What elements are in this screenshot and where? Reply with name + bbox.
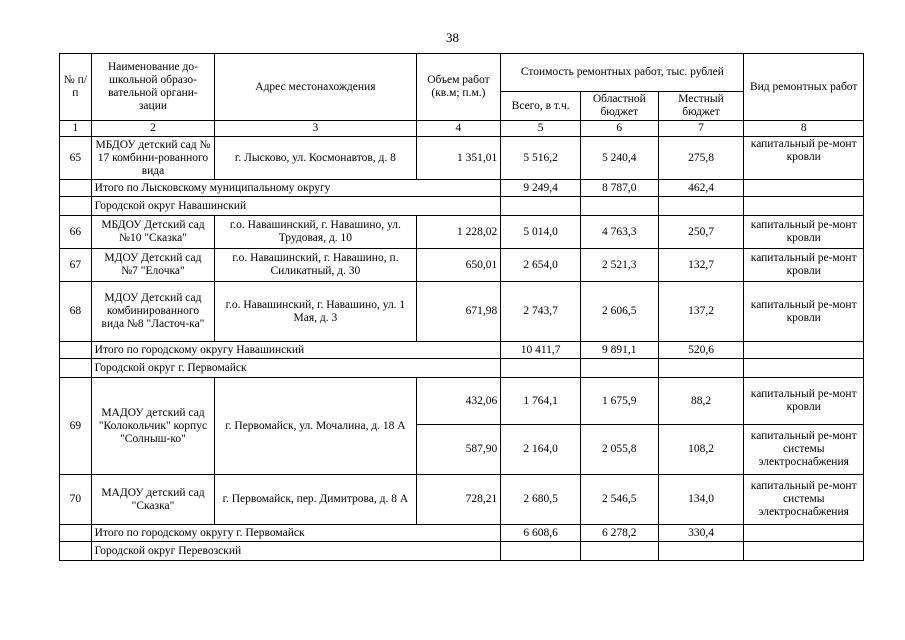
table-row	[60, 216, 864, 249]
row-regional: 2 546,5	[580, 475, 658, 525]
row-regional: 2 055,8	[580, 425, 658, 475]
row-num: 66	[60, 216, 92, 249]
row-work-type: капитальный ре-монт системы электроснабжения	[744, 475, 864, 525]
row-name: МАДОУ детский сад "Сказка"	[91, 475, 215, 525]
subtotal-label: Итого по Лысковскому муниципальному округу	[91, 180, 501, 197]
header-num: № п/п	[60, 54, 92, 121]
table-row	[60, 282, 864, 342]
row-total: 2 680,5	[501, 475, 581, 525]
row-volume: 728,21	[416, 475, 501, 525]
table-row	[60, 137, 864, 180]
row-volume: 650,01	[416, 249, 501, 282]
section-row	[60, 197, 864, 216]
row-volume: 671,98	[416, 282, 501, 342]
subtotal-local: 462,4	[658, 180, 744, 197]
row-name: МДОУ Детский сад №7 "Елочка"	[91, 249, 215, 282]
subtotal-local: 520,6	[658, 342, 744, 359]
row-num: 65	[60, 137, 92, 180]
header-row	[60, 54, 864, 92]
section-row	[60, 359, 864, 378]
header-address: Адрес местонахождения	[215, 54, 416, 121]
row-total: 2 164,0	[501, 425, 581, 475]
row-name: МБДОУ Детский сад №10 "Сказка"	[91, 216, 215, 249]
table-row	[60, 475, 864, 525]
col-number: 4	[416, 121, 501, 137]
header-volume: Объем работ (кв.м; п.м.)	[416, 54, 501, 121]
section-row	[60, 542, 864, 561]
subtotal-local: 330,4	[658, 525, 744, 542]
row-work-type: капитальный ре-монт кровли	[744, 249, 864, 282]
table-row	[60, 378, 864, 425]
header-cost-group: Стоимость ремонтных работ, тыс. рублей	[501, 54, 744, 92]
row-total: 2 743,7	[501, 282, 581, 342]
col-number: 1	[60, 121, 92, 137]
row-local: 88,2	[658, 378, 744, 425]
row-volume: 432,06	[416, 378, 501, 425]
row-address: г.о. Навашинский, г. Навашино, ул. 1 Мая, д. 3	[215, 282, 416, 342]
col-number: 7	[658, 121, 744, 137]
subtotal-row	[60, 525, 864, 542]
row-address: г.о. Навашинский, г. Навашино, п. Силикатный, д. 30	[215, 249, 416, 282]
header-name: Наименование до-школьной образо-вательной органи-зации	[91, 54, 215, 121]
subtotal-total: 10 411,7	[501, 342, 581, 359]
row-total: 5 014,0	[501, 216, 581, 249]
header-regional: Областной бюджет	[580, 92, 658, 121]
column-numbers-row	[60, 121, 864, 137]
header-total: Всего, в т.ч.	[501, 92, 581, 121]
subtotal-total: 6 608,6	[501, 525, 581, 542]
subtotal-row	[60, 180, 864, 197]
subtotal-label: Итого по городскому округу г. Первомайск	[91, 525, 501, 542]
col-number: 8	[744, 121, 864, 137]
row-regional: 5 240,4	[580, 137, 658, 180]
row-volume: 1 351,01	[416, 137, 501, 180]
row-volume: 587,90	[416, 425, 501, 475]
row-regional: 2 521,3	[580, 249, 658, 282]
row-name: МАДОУ детский сад "Колокольчик" корпус "Солныш-ко"	[91, 378, 215, 475]
row-volume: 1 228,02	[416, 216, 501, 249]
row-regional: 1 675,9	[580, 378, 658, 425]
row-total: 5 516,2	[501, 137, 581, 180]
subtotal-row	[60, 342, 864, 359]
col-number: 3	[215, 121, 416, 137]
row-address: г.о. Навашинский, г. Навашино, ул. Трудовая, д. 10	[215, 216, 416, 249]
table-row	[60, 249, 864, 282]
row-work-type: капитальный ре-монт системы электроснабжения	[744, 425, 864, 475]
row-name: МДОУ Детский сад комбинированного вида №8 "Ласточ-ка"	[91, 282, 215, 342]
row-local: 137,2	[658, 282, 744, 342]
row-total: 1 764,1	[501, 378, 581, 425]
row-local: 134,0	[658, 475, 744, 525]
row-regional: 4 763,3	[580, 216, 658, 249]
subtotal-regional: 6 278,2	[580, 525, 658, 542]
row-num: 67	[60, 249, 92, 282]
subtotal-regional: 8 787,0	[580, 180, 658, 197]
row-name: МБДОУ детский сад № 17 комбини-рованного вида	[91, 137, 215, 180]
row-local: 108,2	[658, 425, 744, 475]
row-work-type: капитальный ре-монт кровли	[744, 378, 864, 425]
header-local: Местный бюджет	[658, 92, 744, 121]
section-title: Городской округ Навашинский	[91, 197, 501, 216]
row-address: г. Первомайск, пер. Димитрова, д. 8 А	[215, 475, 416, 525]
section-title: Городской округ Перевозский	[91, 542, 501, 561]
row-local: 275,8	[658, 137, 744, 180]
subtotal-regional: 9 891,1	[580, 342, 658, 359]
col-number: 5	[501, 121, 581, 137]
subtotal-label: Итого по городскому округу Навашинский	[91, 342, 501, 359]
row-num: 68	[60, 282, 92, 342]
row-local: 250,7	[658, 216, 744, 249]
row-work-type: капитальный ре-монт кровли	[744, 216, 864, 249]
row-local: 132,7	[658, 249, 744, 282]
row-total: 2 654,0	[501, 249, 581, 282]
header-work-type: Вид ремонтных работ	[744, 54, 864, 121]
row-num: 69	[60, 378, 92, 475]
repair-works-table	[59, 53, 864, 561]
row-address: г. Лысково, ул. Космонавтов, д. 8	[215, 137, 416, 180]
row-regional: 2 606,5	[580, 282, 658, 342]
section-title: Городской округ г. Первомайск	[91, 359, 501, 378]
row-work-type: капитальный ре-монт кровли	[744, 137, 864, 180]
page-number: 38	[446, 30, 459, 45]
row-work-type: капитальный ре-монт кровли	[744, 282, 864, 342]
subtotal-total: 9 249,4	[501, 180, 581, 197]
row-address: г. Первомайск, ул. Мочалина, д. 18 А	[215, 378, 416, 475]
row-num: 70	[60, 475, 92, 525]
col-number: 2	[91, 121, 215, 137]
col-number: 6	[580, 121, 658, 137]
